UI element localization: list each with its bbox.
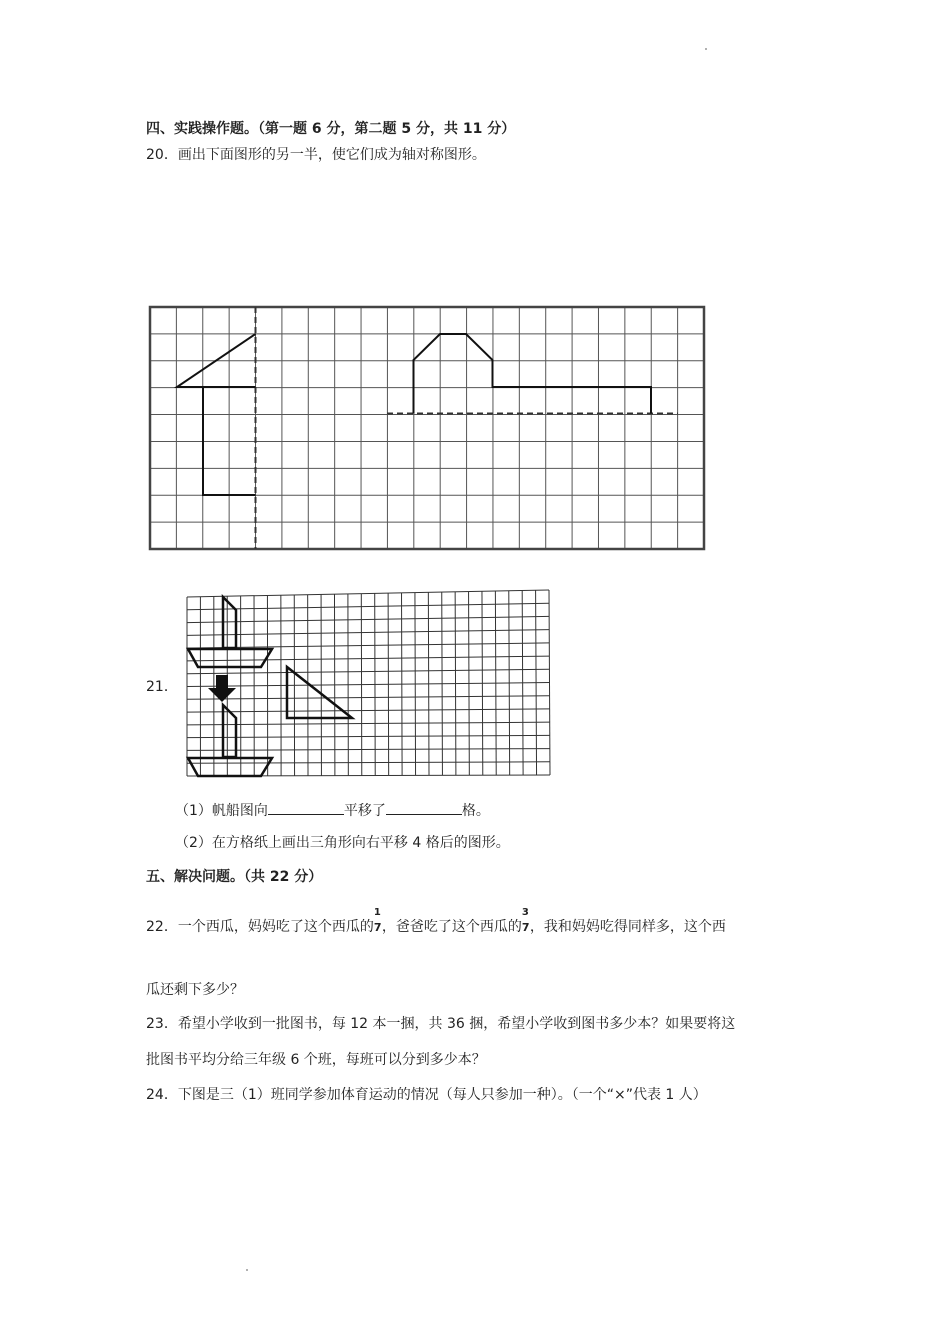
grid-line-horizontal — [187, 590, 549, 597]
fraction-one-seventh — [373, 907, 382, 937]
question-21-number: 21． — [146, 679, 178, 695]
grid-line-horizontal — [187, 603, 549, 610]
grid-line-horizontal — [187, 735, 550, 737]
grid-line-horizontal — [187, 749, 550, 751]
grid-line-horizontal — [187, 656, 549, 661]
grid-line-horizontal — [187, 643, 549, 648]
grid-line-horizontal — [187, 669, 549, 673]
question-22-line-1 — [146, 907, 726, 937]
fraction-1-numerator: 1 — [373, 907, 381, 918]
question-24 — [146, 1086, 707, 1104]
section-5-heading: 五、解决问题。（共 22 分） — [146, 869, 323, 885]
question-20-text: 画出下面图形的另一半，使它们成为轴对称图形。 — [177, 147, 486, 163]
grid-line-horizontal — [187, 630, 549, 636]
question-24-text: 下图是三（1）班同学参加体育运动的情况（每人只参加一种）。（一个“×”代表 1 人） — [177, 1087, 707, 1103]
question-22-seg-1: 一个西瓜，妈妈吃了这个西瓜的 — [177, 919, 374, 935]
part-1-middle: 平移了 — [343, 803, 386, 819]
question-23-number: 23． — [146, 1016, 178, 1032]
grid-line-horizontal — [187, 696, 550, 700]
grid-line-horizontal — [187, 762, 550, 763]
fraction-1-denominator: 7 — [373, 921, 382, 934]
question-22-seg-2: ，爸爸吃了这个西瓜的 — [381, 919, 522, 935]
direction-answer-blank[interactable] — [268, 800, 344, 815]
question-23-line-2: 批图书平均分给三年级 6 个班，每班可以分到多少本？ — [146, 1052, 486, 1068]
question-23-line-1 — [146, 1015, 735, 1033]
question-22-seg-3: ，我和妈妈吃得同样多，这个西 — [529, 919, 726, 935]
fraction-2-numerator: 3 — [521, 907, 529, 918]
part-1-prefix: （1）帆船图向 — [175, 803, 268, 819]
question-24-number: 24． — [146, 1087, 178, 1103]
part-1-suffix: 格。 — [461, 803, 490, 819]
question-20-number: 20． — [146, 147, 178, 163]
grid-line-horizontal — [187, 683, 550, 687]
grid-line-horizontal — [187, 616, 549, 622]
question-21-part-1 — [175, 800, 490, 820]
grid-line-horizontal — [187, 709, 550, 712]
question-21-part-2: （2）在方格纸上画出三角形向右平移 4 格后的图形。 — [175, 835, 510, 851]
section-4-heading: 四、实践操作题。（第一题 6 分，第二题 5 分，共 11 分） — [146, 121, 516, 137]
fraction-three-sevenths — [521, 907, 530, 937]
fraction-2-denominator: 7 — [521, 921, 530, 934]
question-22-line-2: 瓜还剩下多少？ — [146, 982, 244, 998]
right-triangle — [287, 667, 352, 718]
distance-answer-blank[interactable] — [386, 800, 462, 815]
grid-line-horizontal — [187, 722, 550, 725]
translation-grid — [187, 590, 550, 776]
down-arrow-icon — [208, 675, 236, 702]
question-22-number: 22． — [146, 919, 178, 935]
question-23-text-1: 希望小学收到一批图书，每 12 本一捆，共 36 捆，希望小学收到图书多少本？如果要将这 — [177, 1016, 736, 1032]
